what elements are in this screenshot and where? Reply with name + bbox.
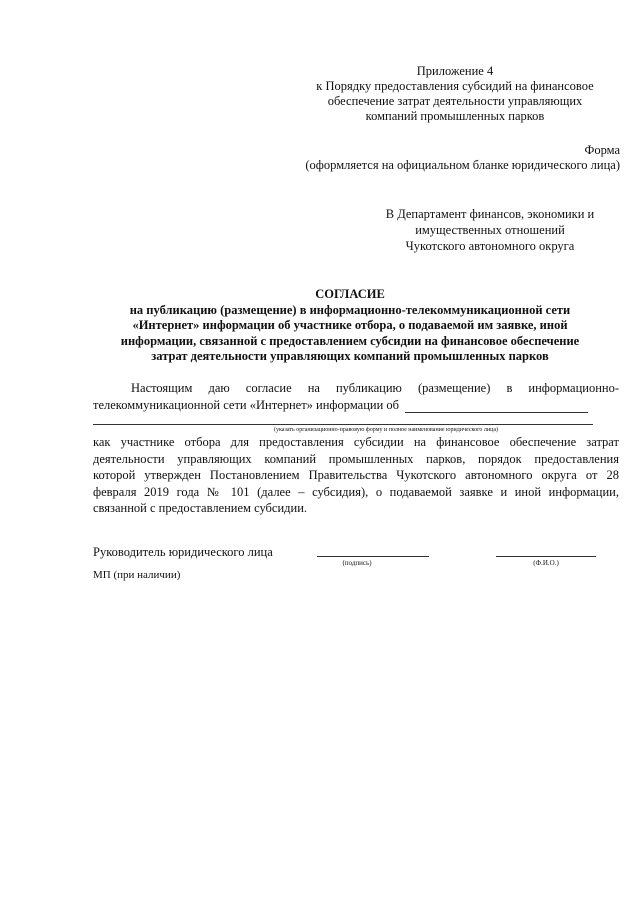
body-line: связанной с предоставлением субсидии. [93, 501, 308, 515]
addressee-line: В Департамент финансов, экономики и [385, 207, 595, 221]
fill-caption: (указать организационно-правовую форму и полное наименование юридического лица) [273, 427, 498, 433]
organization-fill-field[interactable] [405, 400, 588, 413]
full-name-caption: (Ф.И.О.) [533, 559, 559, 567]
body-line: февраля 2019 года № 101 (далее – субсидия), о подаваемой заявке и иной информации, [93, 484, 619, 499]
form-note [305, 143, 620, 173]
body-line: которой утвержден Постановлением Правительства Чукотского автономного округа от 28 [93, 468, 619, 482]
full-name-field[interactable] [496, 556, 596, 557]
consent-line-1: Настоящим даю согласие на публикацию (размещение) в информационно- [131, 381, 619, 395]
appendix-line: Приложение 4 [416, 64, 494, 78]
appendix-line: обеспечение затрат деятельности управляющих [327, 94, 583, 108]
form-label: Форма [584, 143, 620, 157]
appendix-line: к Порядку предоставления субсидий на финансовое [316, 79, 594, 93]
title-heading: СОГЛАСИЕ [315, 287, 385, 301]
body-line: как участнике отбора для предоставления субсидии на финансовое обеспечение затрат [93, 435, 619, 449]
signer-label: Руководитель юридического лица [93, 545, 273, 559]
form-note-text: (оформляется на официальном бланке юридического лица) [305, 158, 620, 172]
signature-caption: (подпись) [342, 559, 372, 567]
consent-line-2-text: телекоммуникационной сети «Интернет» информации об [93, 397, 399, 412]
consent-body [93, 434, 619, 517]
title-line: затрат деятельности управляющих компаний промышленных парков [151, 349, 549, 363]
title-line: на публикацию (размещение) в информационно-телекоммуникационной сети [129, 302, 571, 317]
consent-line-2 [93, 397, 619, 414]
organization-fill-field-line[interactable] [93, 424, 593, 425]
stamp-note: МП (при наличии) [93, 569, 181, 581]
addressee-line: Чукотского автономного округа [405, 239, 575, 253]
body-line: деятельности управляющих компаний промышленных парков, порядок предоставления [93, 451, 619, 466]
title-line: «Интернет» информации об участнике отбора, о подаваемой им заявке, иной [132, 318, 568, 332]
title-line: информации, связанной с предоставлением субсидии на финансовое обеспечение [120, 333, 580, 348]
signature-field[interactable] [317, 556, 429, 557]
appendix-line: компаний промышленных парков [365, 109, 545, 123]
addressee-line: имущественных отношений [415, 223, 565, 237]
addressee-block [330, 206, 640, 254]
document-title [90, 287, 610, 365]
appendix-block [270, 64, 640, 124]
consent-intro [93, 380, 619, 413]
